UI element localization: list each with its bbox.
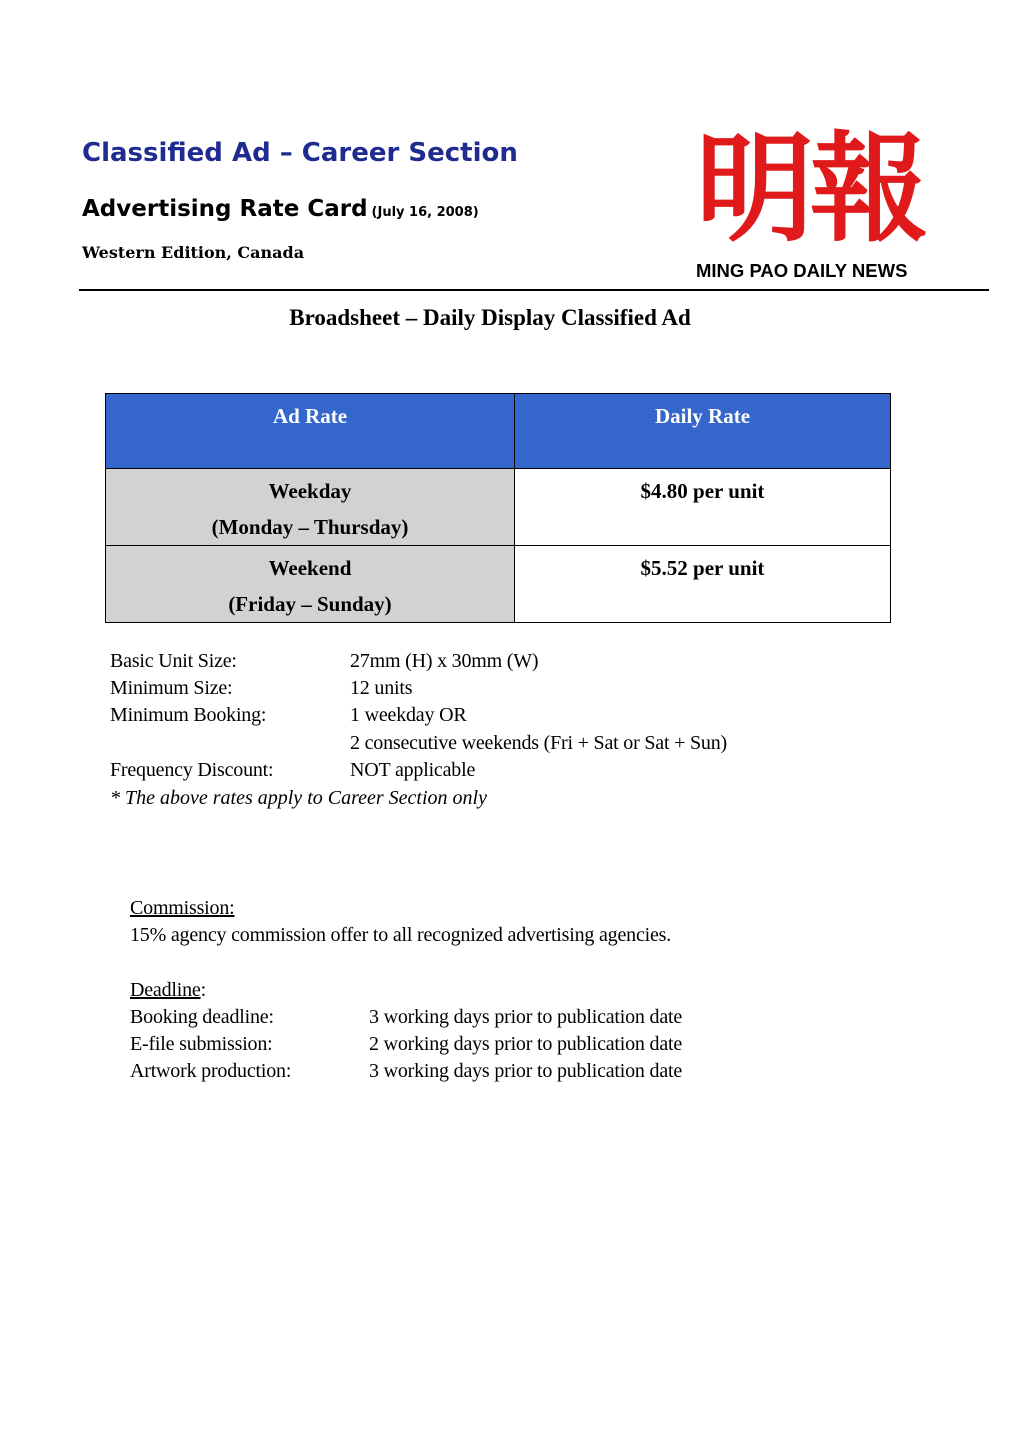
- page-title: Classified Ad – Career Section: [82, 138, 518, 168]
- deadline-value: 3 working days prior to publication date: [369, 1006, 683, 1028]
- spec-label: Minimum Size:: [110, 677, 233, 699]
- deadline-heading: [130, 979, 206, 1002]
- page-subtitle: [82, 196, 479, 222]
- row-rate-weekday: $4.80 per unit: [515, 469, 891, 546]
- row-label: Weekend: [268, 556, 352, 580]
- ming-pao-logo: [690, 122, 930, 282]
- section-heading: Broadsheet – Daily Display Classified Ad: [289, 305, 691, 330]
- rate-card-date: (July 16, 2008): [371, 205, 479, 220]
- logo-text: MING PAO DAILY NEWS: [696, 260, 908, 281]
- deadline-value: 3 working days prior to publication date: [369, 1060, 683, 1082]
- rates-note: * The above rates apply to Career Section only: [110, 787, 487, 809]
- header-daily-rate: Daily Rate: [515, 394, 891, 469]
- deadline-heading-text: Deadline: [130, 979, 201, 1001]
- commission-heading: Commission:: [130, 897, 235, 919]
- row-label: Weekday: [268, 479, 352, 503]
- deadline-heading-colon: :: [200, 979, 206, 1001]
- subtitle-text: Advertising Rate Card: [82, 196, 368, 222]
- rate-table-header-row: [106, 394, 891, 469]
- deadline-label: Artwork production:: [130, 1060, 292, 1082]
- spec-value: 2 consecutive weekends (Fri + Sat or Sat + Sun): [350, 732, 727, 754]
- row-sublabel: (Monday – Thursday): [211, 515, 409, 539]
- deadline-label: E-file submission:: [130, 1033, 273, 1055]
- row-label-weekday: [106, 469, 515, 546]
- spec-label: Basic Unit Size:: [110, 650, 237, 672]
- rate-table: [105, 393, 891, 623]
- header-divider: [79, 289, 989, 291]
- spec-label: Minimum Booking:: [110, 704, 267, 726]
- deadline-value: 2 working days prior to publication date: [369, 1033, 683, 1055]
- commission-text: 15% agency commission offer to all recognized advertising agencies.: [130, 924, 672, 946]
- deadline-label: Booking deadline:: [130, 1006, 274, 1028]
- row-label-weekend: [106, 546, 515, 623]
- row-sublabel: (Friday – Sunday): [228, 592, 392, 616]
- spec-value: 27mm (H) x 30mm (W): [350, 650, 539, 672]
- spec-value: NOT applicable: [350, 759, 476, 781]
- header-ad-rate: Ad Rate: [106, 394, 515, 469]
- spec-label: Frequency Discount:: [110, 759, 274, 781]
- spec-value: 1 weekday OR: [350, 704, 467, 726]
- table-row: [106, 469, 891, 546]
- table-row: [106, 546, 891, 623]
- logo-glyphs: 明報: [695, 120, 924, 258]
- spec-value: 12 units: [350, 677, 413, 699]
- edition-label: Western Edition, Canada: [82, 243, 305, 262]
- row-rate-weekend: $5.52 per unit: [515, 546, 891, 623]
